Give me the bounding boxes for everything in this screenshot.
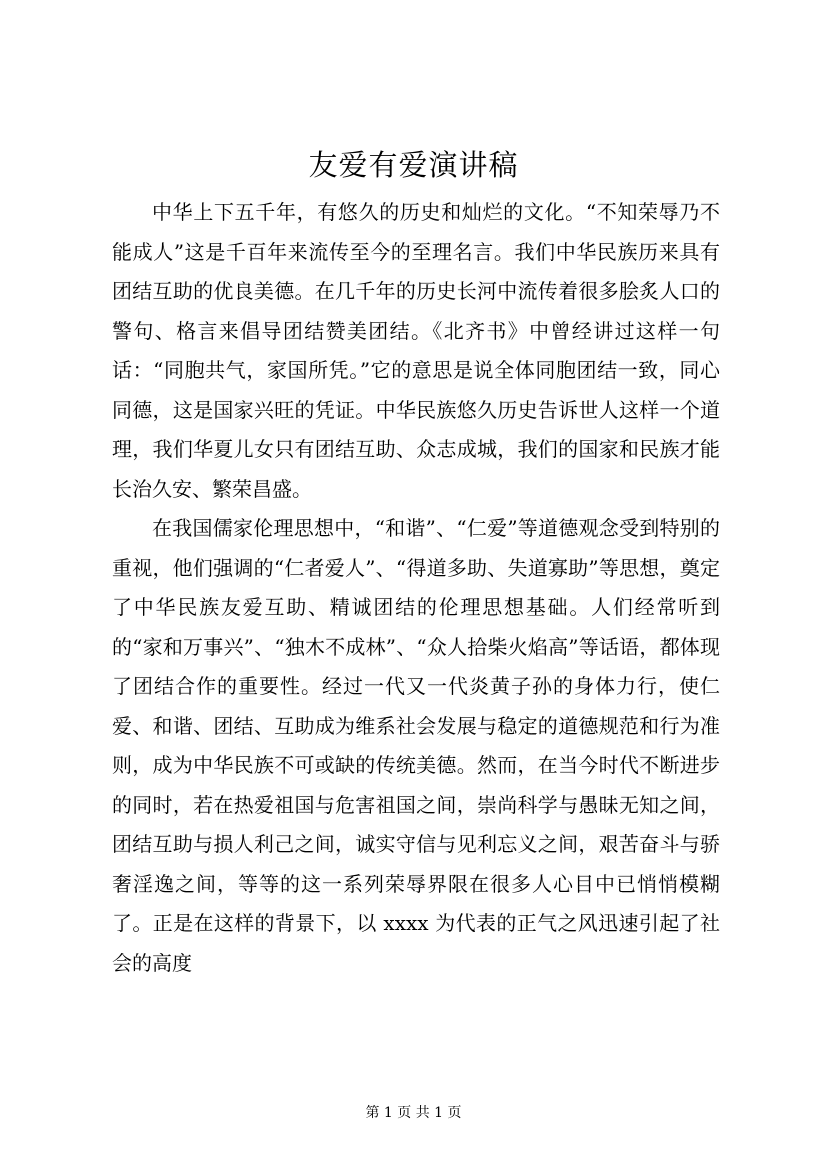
page-footer: 第 1 页 共 1 页: [365, 1105, 462, 1121]
paragraph-1: 中华上下五千年，有悠久的历史和灿烂的文化。“不知荣辱乃不能成人”这是千百年来流传至今的至理名言。我们中华民族历来具有团结互助的优良美德。在几千年的历史长河中流传着很多脍炙人口的警句、格言来倡导团结赞美团结。《北齐书》中曾经讲过这样一句话：“同胞共气，家国所凭。”它的意思是说全体同胞团结一致，同心同德，这是国家兴旺的凭证。中华民族悠久历史告诉世人这样一个道理，我们华夏儿女只有团结互助、众志成城，我们的国家和民族才能长治久安、繁荣昌盛。: [112, 200, 720, 501]
paragraph-2: 在我国儒家伦理思想中，“和谐”、“仁爱”等道德观念受到特别的重视，他们强调的“仁者爱人”、“得道多助、失道寡助”等思想，奠定了中华民族友爱互助、精诚团结的伦理思想基础。人们经常听到的“家和万事兴”、“独木不成林”、“众人拾柴火焰高”等话语，都体现了团结合作的重要性。经过一代又一代炎黄子孙的身体力行，使仁爱、和谐、团结、互助成为维系社会发展与稳定的道德规范和行为准则，成为中华民族不可或缺的传统美德。然而，在当今时代不断进步的同时，若在热爱祖国与危害祖国之间，崇尚科学与愚昧无知之间，团结互助与损人利己之间，诚实守信与见利忘义之间，艰苦奋斗与骄奢淫逸之间，等等的这一系列荣辱界限在很多人心目中已悄悄模糊了。正是在这样的背景下，以 xxxx 为代表的正气之风迅速引起了社会的高度: [112, 516, 720, 975]
document-body: [112, 193, 720, 983]
document-title: 友爱有爱演讲稿: [308, 148, 519, 182]
